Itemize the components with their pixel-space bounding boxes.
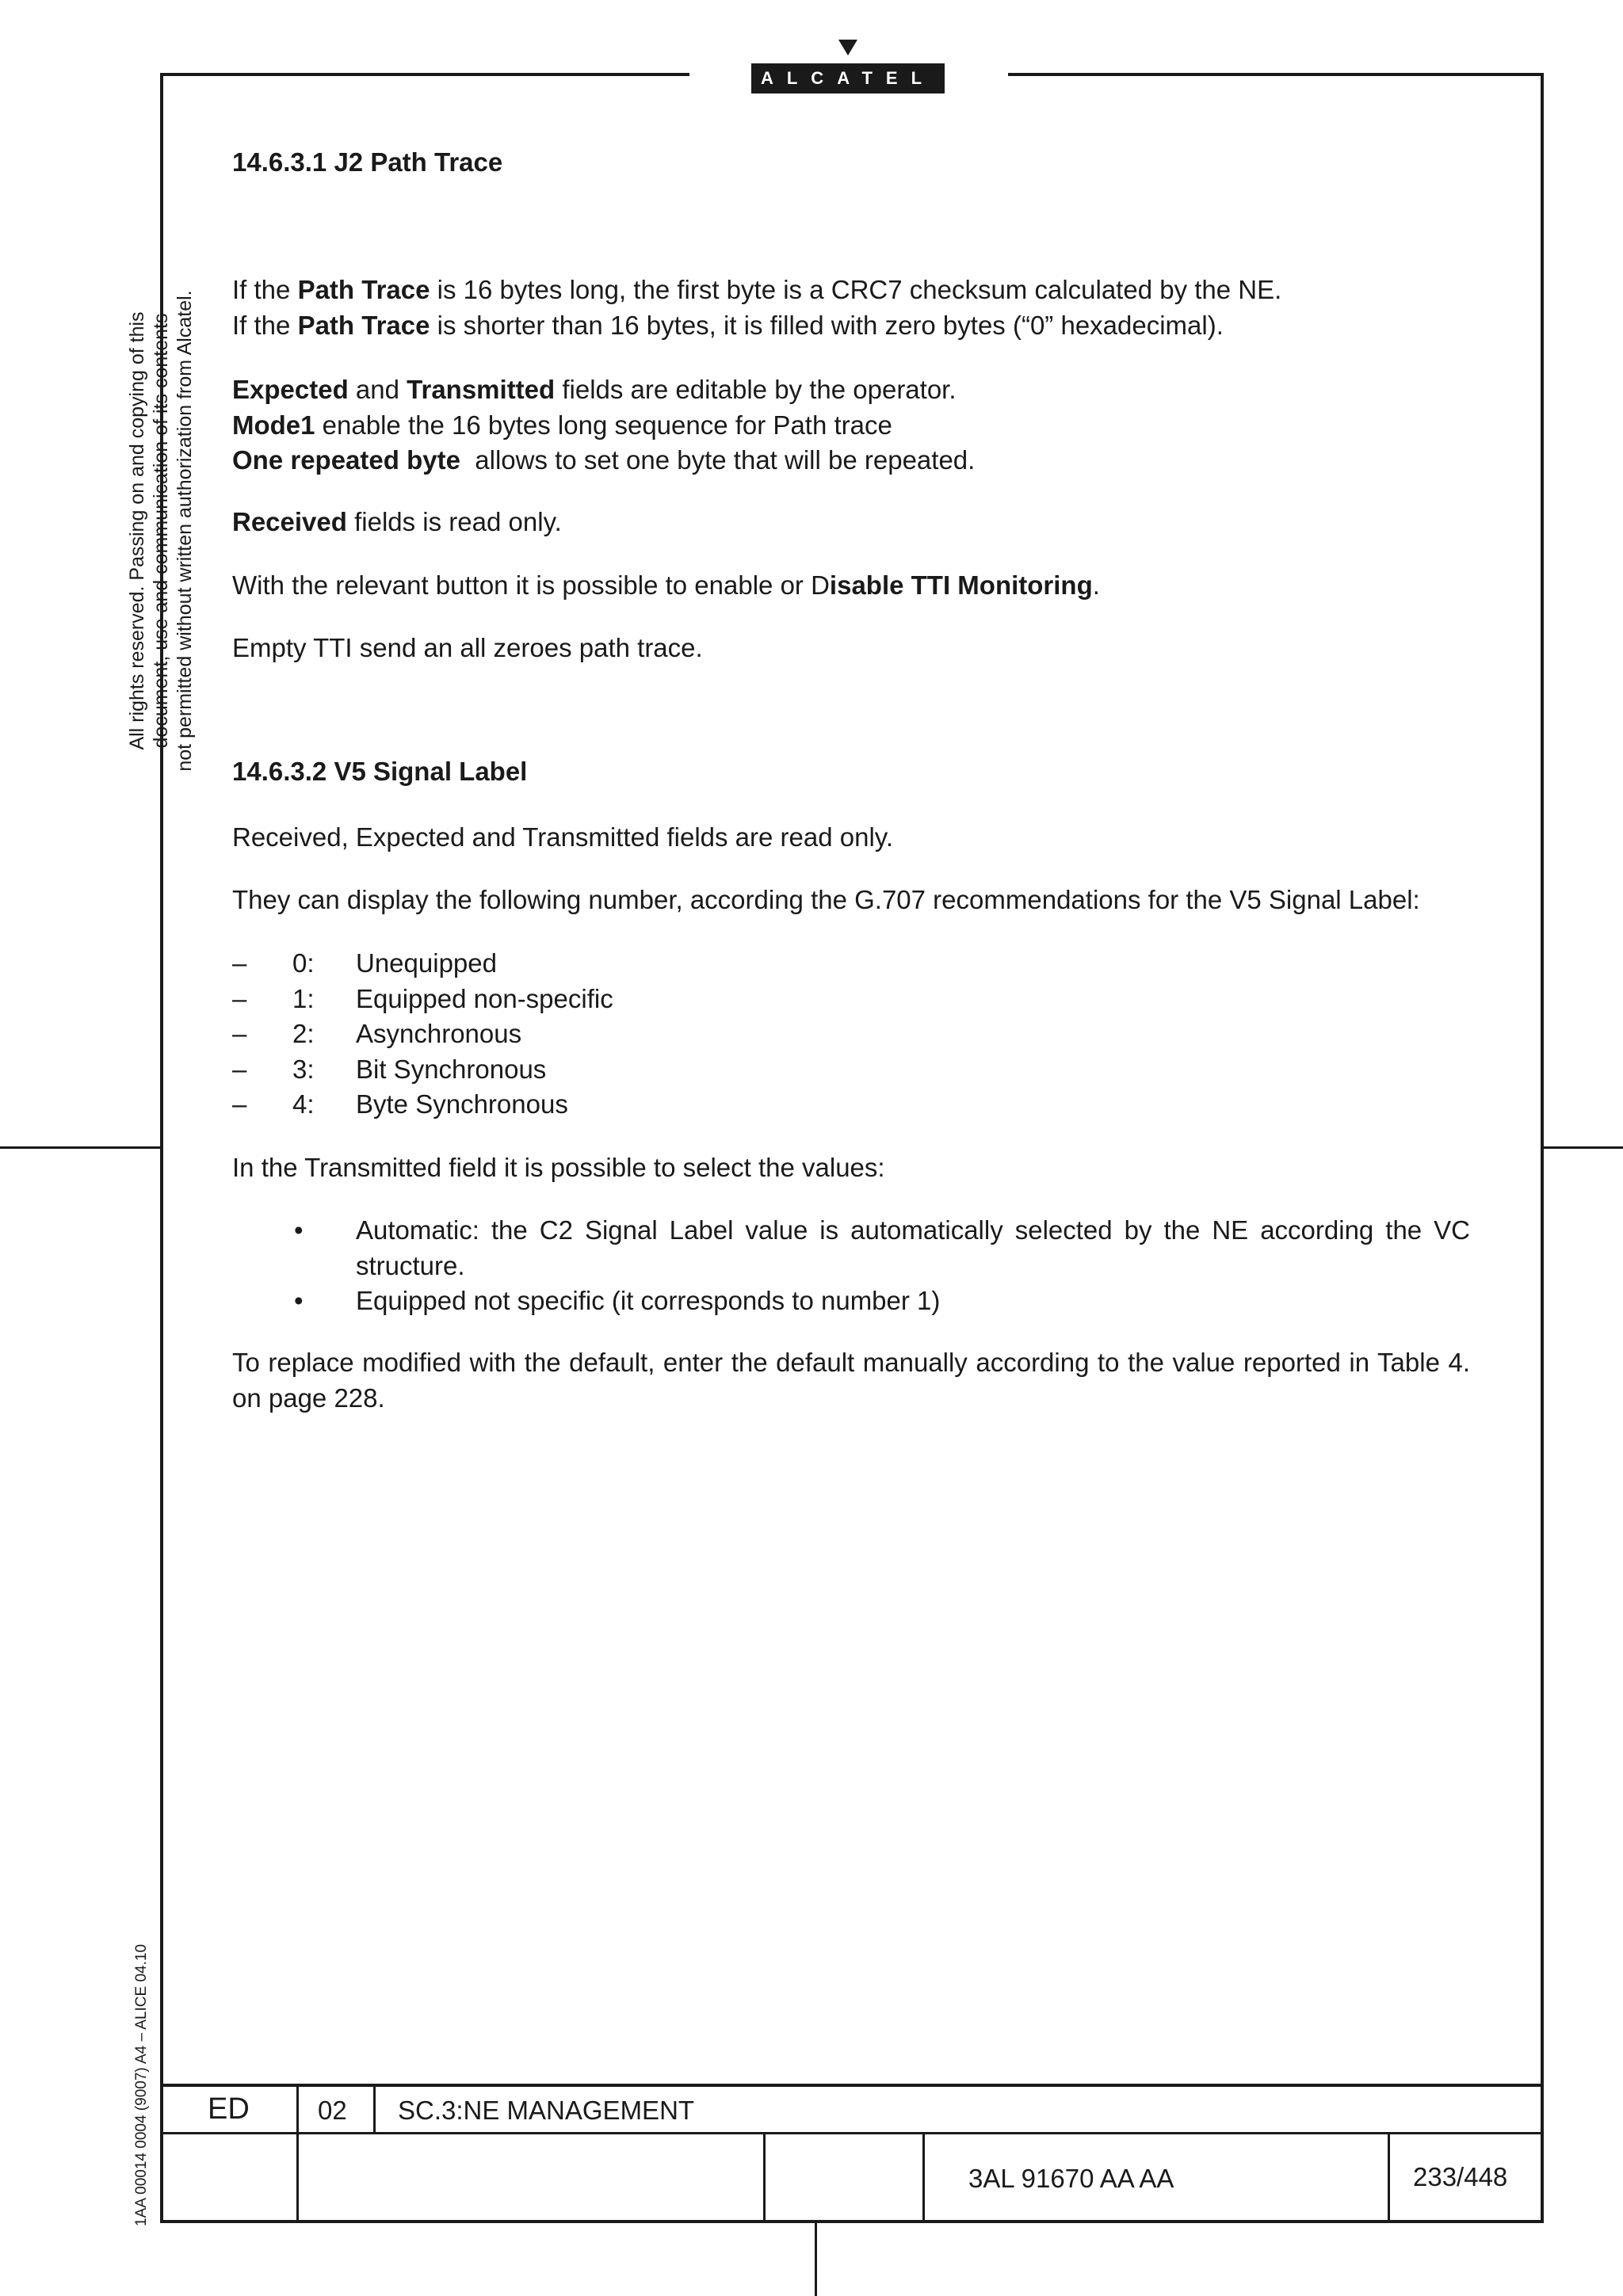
paragraph: Received, Expected and Transmitted fields are read only. [232, 822, 894, 852]
frame-bottom [160, 2220, 1544, 2223]
list-label: Unequipped [356, 948, 497, 978]
binding-mark-bottom [815, 2223, 817, 2296]
list-label: Byte Synchronous [356, 1089, 568, 1119]
frame-top-left [160, 73, 689, 76]
title-block-divider-5 [1388, 2132, 1390, 2223]
list-number: 4: [292, 1089, 315, 1119]
paragraph: Expected and Transmitted fields are editable by the operator. [232, 375, 957, 404]
list-dash: – [232, 1019, 247, 1048]
transmitted-values-list [232, 1213, 1470, 1319]
list-label: Equipped non-specific [356, 983, 613, 1013]
section1-body-b [232, 372, 1470, 479]
edition-value: 02 [318, 2096, 347, 2125]
rights-line-2: document, use and communication of its contents [150, 313, 172, 749]
title-block-top [160, 2084, 1544, 2087]
paragraph: One repeated byte allows to set one byte that will be repeated. [232, 445, 976, 475]
title-block-divider-2 [373, 2084, 376, 2134]
section-heading-j2-path-trace: 14.6.3.1 J2 Path Trace [232, 147, 503, 177]
paragraph: To replace modified with the default, enter the default manually according to the value reported in Table 4. on page 228. [232, 1348, 1470, 1413]
paragraph: With the relevant button it is possible to enable or Disable TTI Monitoring. [232, 570, 1100, 600]
rights-notice [125, 254, 197, 808]
title-block-divider-4 [922, 2132, 925, 2223]
list-item [232, 1016, 1470, 1052]
list-item [232, 1087, 1470, 1123]
edition-label: ED [208, 2092, 250, 2126]
rights-line-1: All rights reserved. Passing on and copying of this [126, 311, 148, 750]
section2-intro [232, 883, 1470, 918]
section1-monitoring [232, 568, 1470, 604]
list-label: Bit Synchronous [356, 1054, 547, 1084]
list-item [232, 1283, 1470, 1319]
paragraph: If the Path Trace is shorter than 16 bytes, it is filled with zero bytes (“0” hexadecimal). [232, 310, 1224, 340]
rights-line-3: not permitted without written authorization from Alcatel. [174, 290, 196, 772]
frame-top-right [1008, 73, 1544, 76]
title-block-divider-1 [296, 2084, 299, 2223]
fold-mark-right [1544, 1146, 1623, 1149]
bullet-icon: • [294, 1215, 304, 1245]
title-block-mid [160, 2132, 1544, 2134]
list-dash: – [232, 983, 247, 1013]
list-label: Asynchronous [356, 1019, 522, 1048]
section2-transmitted-intro [232, 1150, 1470, 1186]
list-dash: – [232, 948, 247, 978]
bullet-icon: • [294, 1286, 304, 1315]
list-text: Automatic: the C2 Signal Label value is automatically selected by the NE according the VC structure. [356, 1215, 1470, 1280]
form-code: 1AA 00014 0004 (9007) A4 – ALICE 04.10 [133, 1943, 150, 2226]
list-text: Equipped not specific (it corresponds to number 1) [356, 1286, 941, 1315]
list-number: 3: [292, 1054, 315, 1084]
list-item [232, 946, 1470, 982]
list-item [232, 982, 1470, 1017]
section1-received [232, 505, 1470, 540]
section1-empty-tti [232, 631, 1470, 666]
page-number: 233/448 [1413, 2162, 1508, 2191]
paragraph: They can display the following number, according the G.707 recommendations for the V5 Signal Label: [232, 885, 1420, 914]
alcatel-logo: ALCATEL [751, 63, 945, 93]
section1-body-a [232, 273, 1470, 343]
paragraph: Empty TTI send an all zeroes path trace. [232, 633, 703, 662]
list-number: 0: [292, 948, 315, 978]
alcatel-logo-triangle-icon [838, 40, 857, 55]
paragraph: If the Path Trace is 16 bytes long, the first byte is a CRC7 checksum calculated by the NE. [232, 275, 1282, 304]
section2-read-only [232, 820, 1470, 856]
paragraph: Received fields is read only. [232, 507, 562, 536]
list-number: 1: [292, 983, 315, 1013]
paragraph: In the Transmitted field it is possible to select the values: [232, 1153, 885, 1182]
list-dash: – [232, 1054, 247, 1084]
document-number: 3AL 91670 AA AA [968, 2164, 1174, 2193]
section-name: SC.3:NE MANAGEMENT [398, 2096, 695, 2125]
paragraph: Mode1 enable the 16 bytes long sequence for Path trace [232, 410, 892, 440]
list-number: 2: [292, 1019, 315, 1048]
section-heading-v5-signal-label: 14.6.3.2 V5 Signal Label [232, 757, 528, 786]
list-item [232, 1213, 1470, 1283]
fold-mark-left [0, 1146, 160, 1149]
list-item [232, 1052, 1470, 1088]
signal-label-list [232, 946, 1470, 1123]
list-dash: – [232, 1089, 247, 1119]
title-block-divider-3 [763, 2132, 766, 2223]
section2-default-note [232, 1345, 1470, 1416]
